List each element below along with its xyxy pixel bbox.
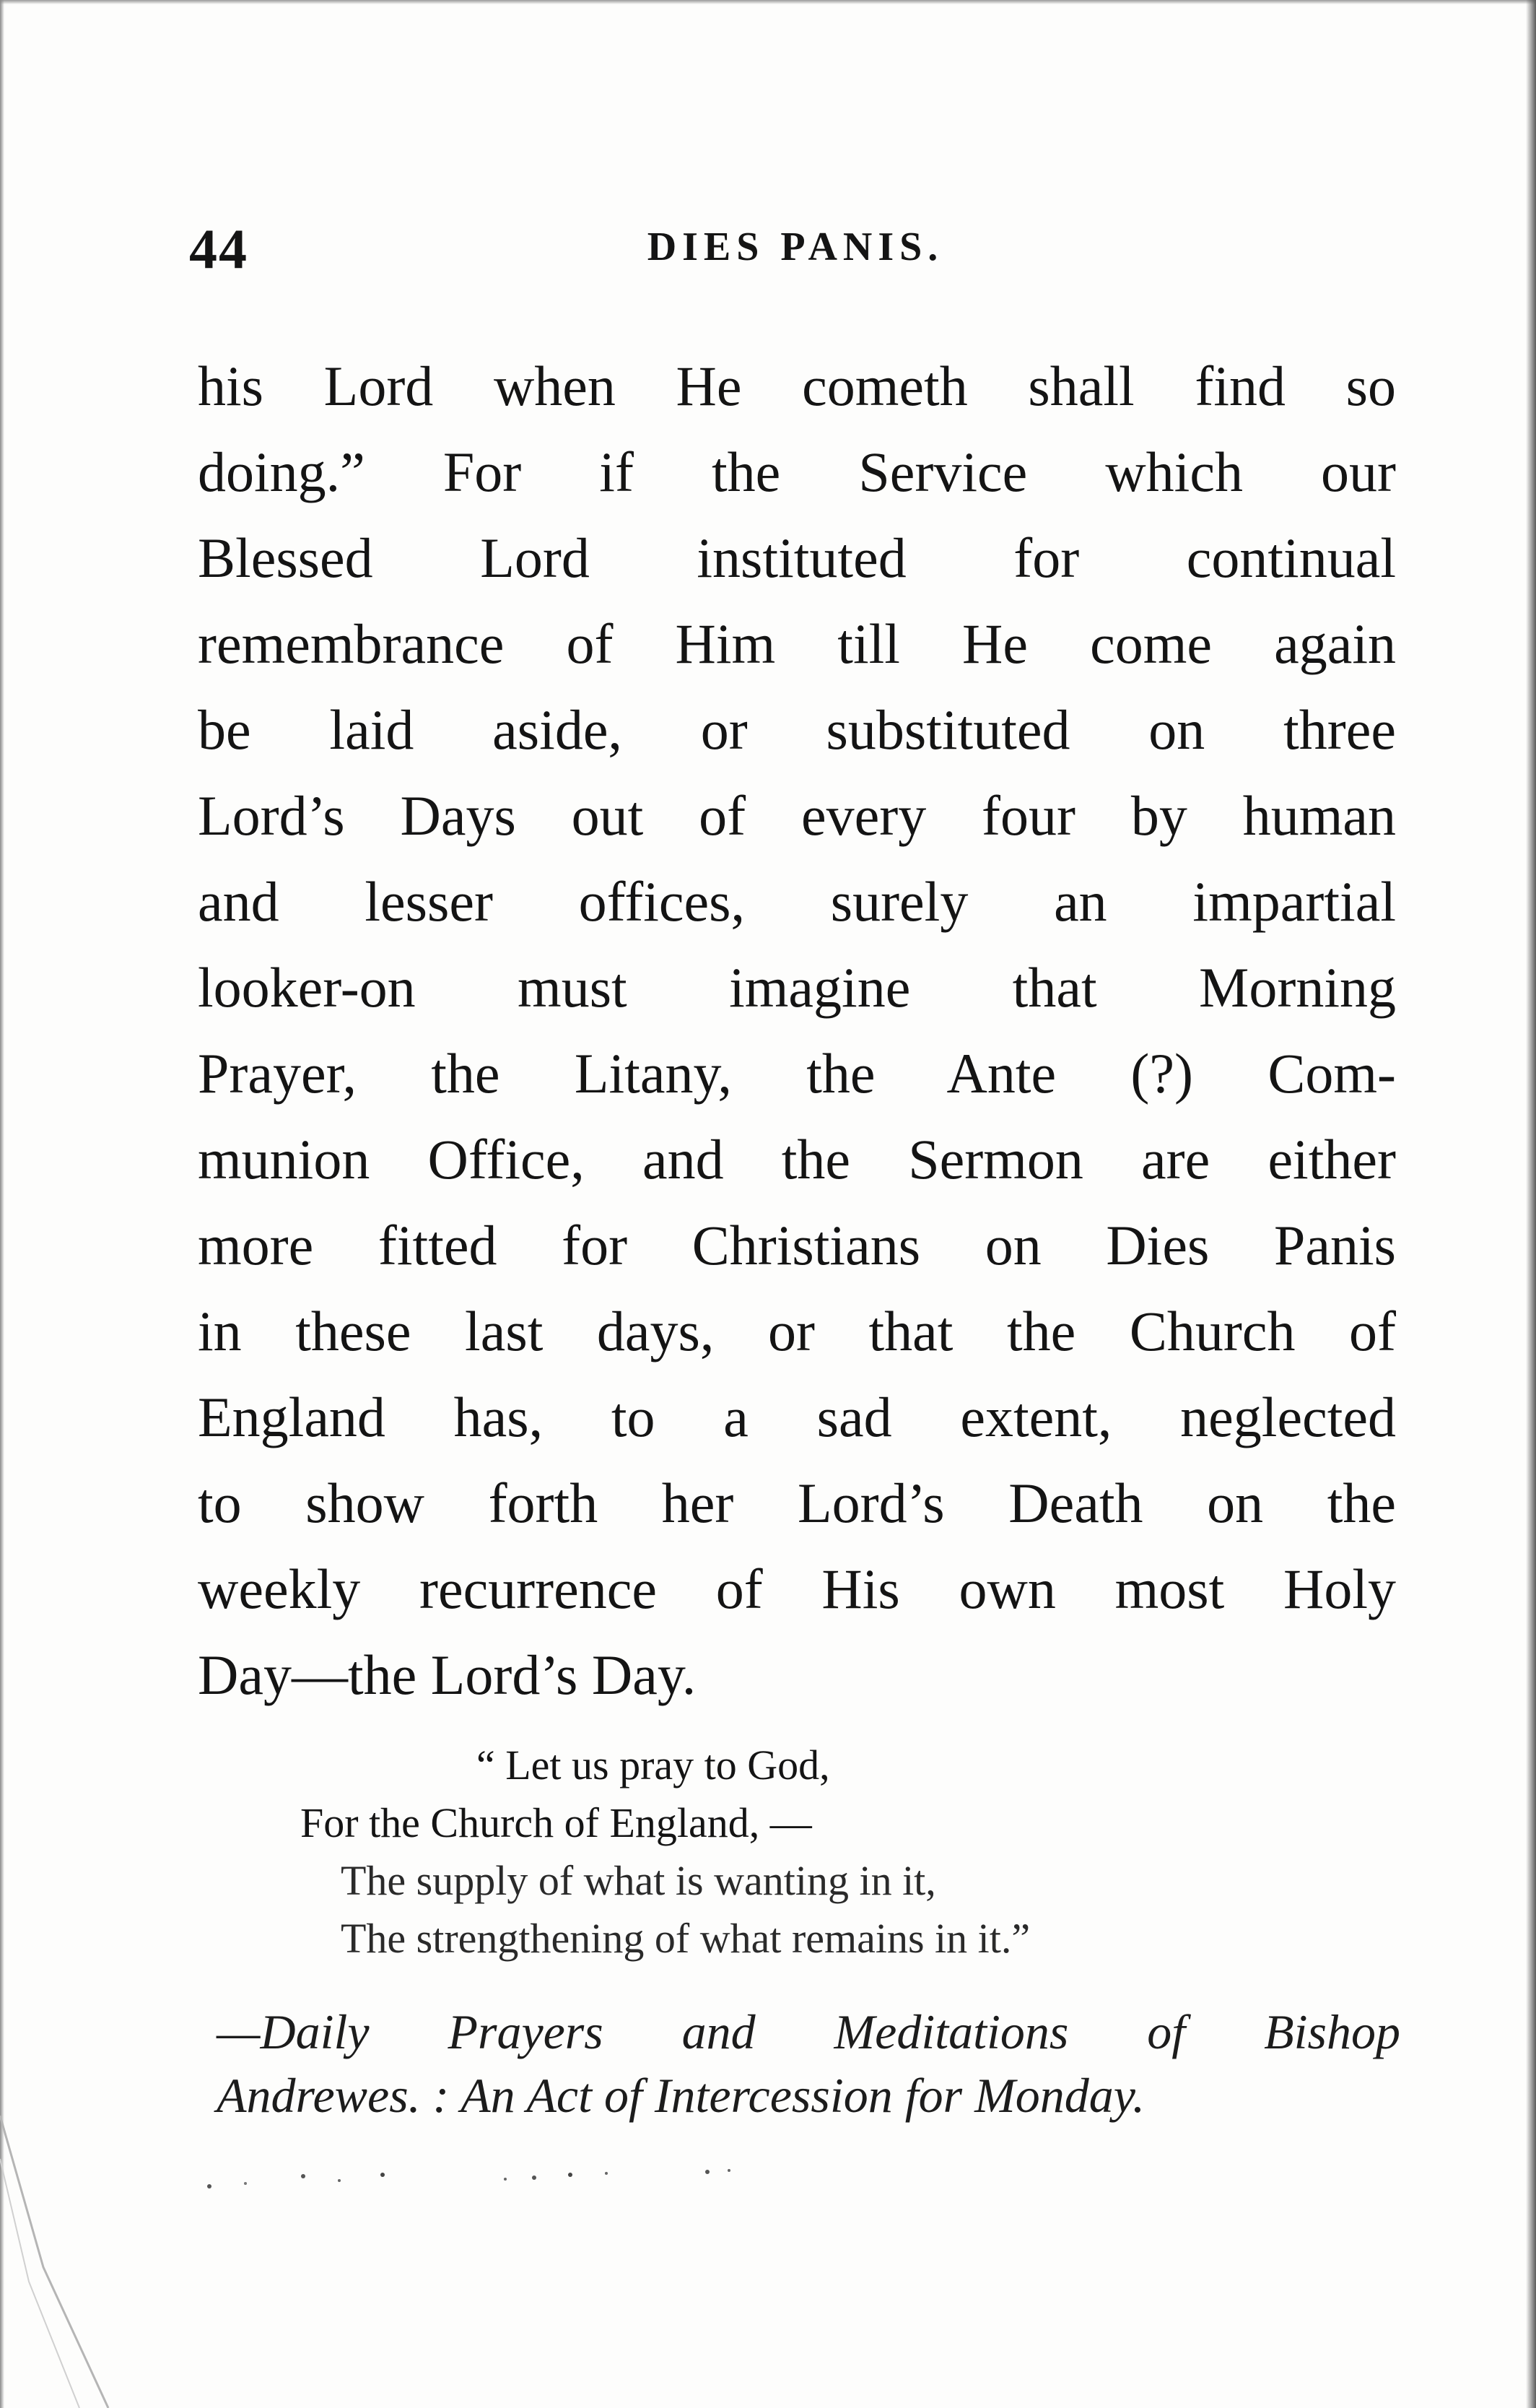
body-line: and lesser offices, surely an impartial bbox=[198, 870, 1396, 933]
page-left-edge bbox=[0, 0, 4, 2408]
body-paragraph bbox=[198, 343, 1396, 1718]
attribution-line: Andrewes. : An Act of Intercession for Monday. bbox=[217, 2068, 1146, 2123]
body-line: munion Office, and the Sermon are either bbox=[198, 1128, 1396, 1191]
quote-line: “ Let us pray to God, bbox=[476, 1742, 830, 1788]
quote-line: For the Church of England, — bbox=[300, 1799, 812, 1846]
page-fold-mark bbox=[0, 2116, 130, 2408]
body-line: Day—the Lord’s Day. bbox=[198, 1643, 697, 1706]
body-line: England has, to a sad extent, neglected bbox=[198, 1386, 1396, 1448]
quote-attribution bbox=[217, 2000, 1400, 2127]
body-line: Blessed Lord instituted for continual bbox=[198, 526, 1396, 589]
attribution-line: —Daily Prayers and Meditations of Bishop bbox=[217, 2004, 1400, 2059]
quote-line: The supply of what is wanting in it, bbox=[341, 1857, 936, 1904]
body-line: looker-on must imagine that Morning bbox=[198, 956, 1396, 1019]
page-top-edge bbox=[0, 0, 1536, 4]
page-header bbox=[189, 217, 1402, 282]
quote-line: The strengthening of what remains in it.” bbox=[341, 1915, 1031, 1962]
body-line: Lord’s Days out of every four by human bbox=[198, 784, 1396, 847]
ink-specks bbox=[202, 2166, 780, 2195]
body-line: his Lord when He cometh shall find so bbox=[198, 355, 1396, 417]
prayer-quote bbox=[289, 1737, 1371, 1968]
body-line: more fitted for Christians on Dies Panis bbox=[198, 1214, 1396, 1277]
body-line: weekly recurrence of His own most Holy bbox=[198, 1557, 1396, 1620]
body-line: to show forth her Lord’s Death on the bbox=[198, 1472, 1396, 1534]
body-line: in these last days, or that the Church of bbox=[198, 1300, 1396, 1362]
page-right-edge bbox=[1526, 0, 1536, 2408]
body-line: remembrance of Him till He come again bbox=[198, 612, 1396, 675]
body-line: be laid aside, or substituted on three bbox=[198, 698, 1396, 761]
body-line: doing.” For if the Service which our bbox=[198, 440, 1396, 503]
body-line: Prayer, the Litany, the Ante (?) Com- bbox=[198, 1042, 1396, 1105]
page-number: 44 bbox=[189, 217, 248, 280]
running-title: DIES PANIS. bbox=[647, 225, 944, 269]
